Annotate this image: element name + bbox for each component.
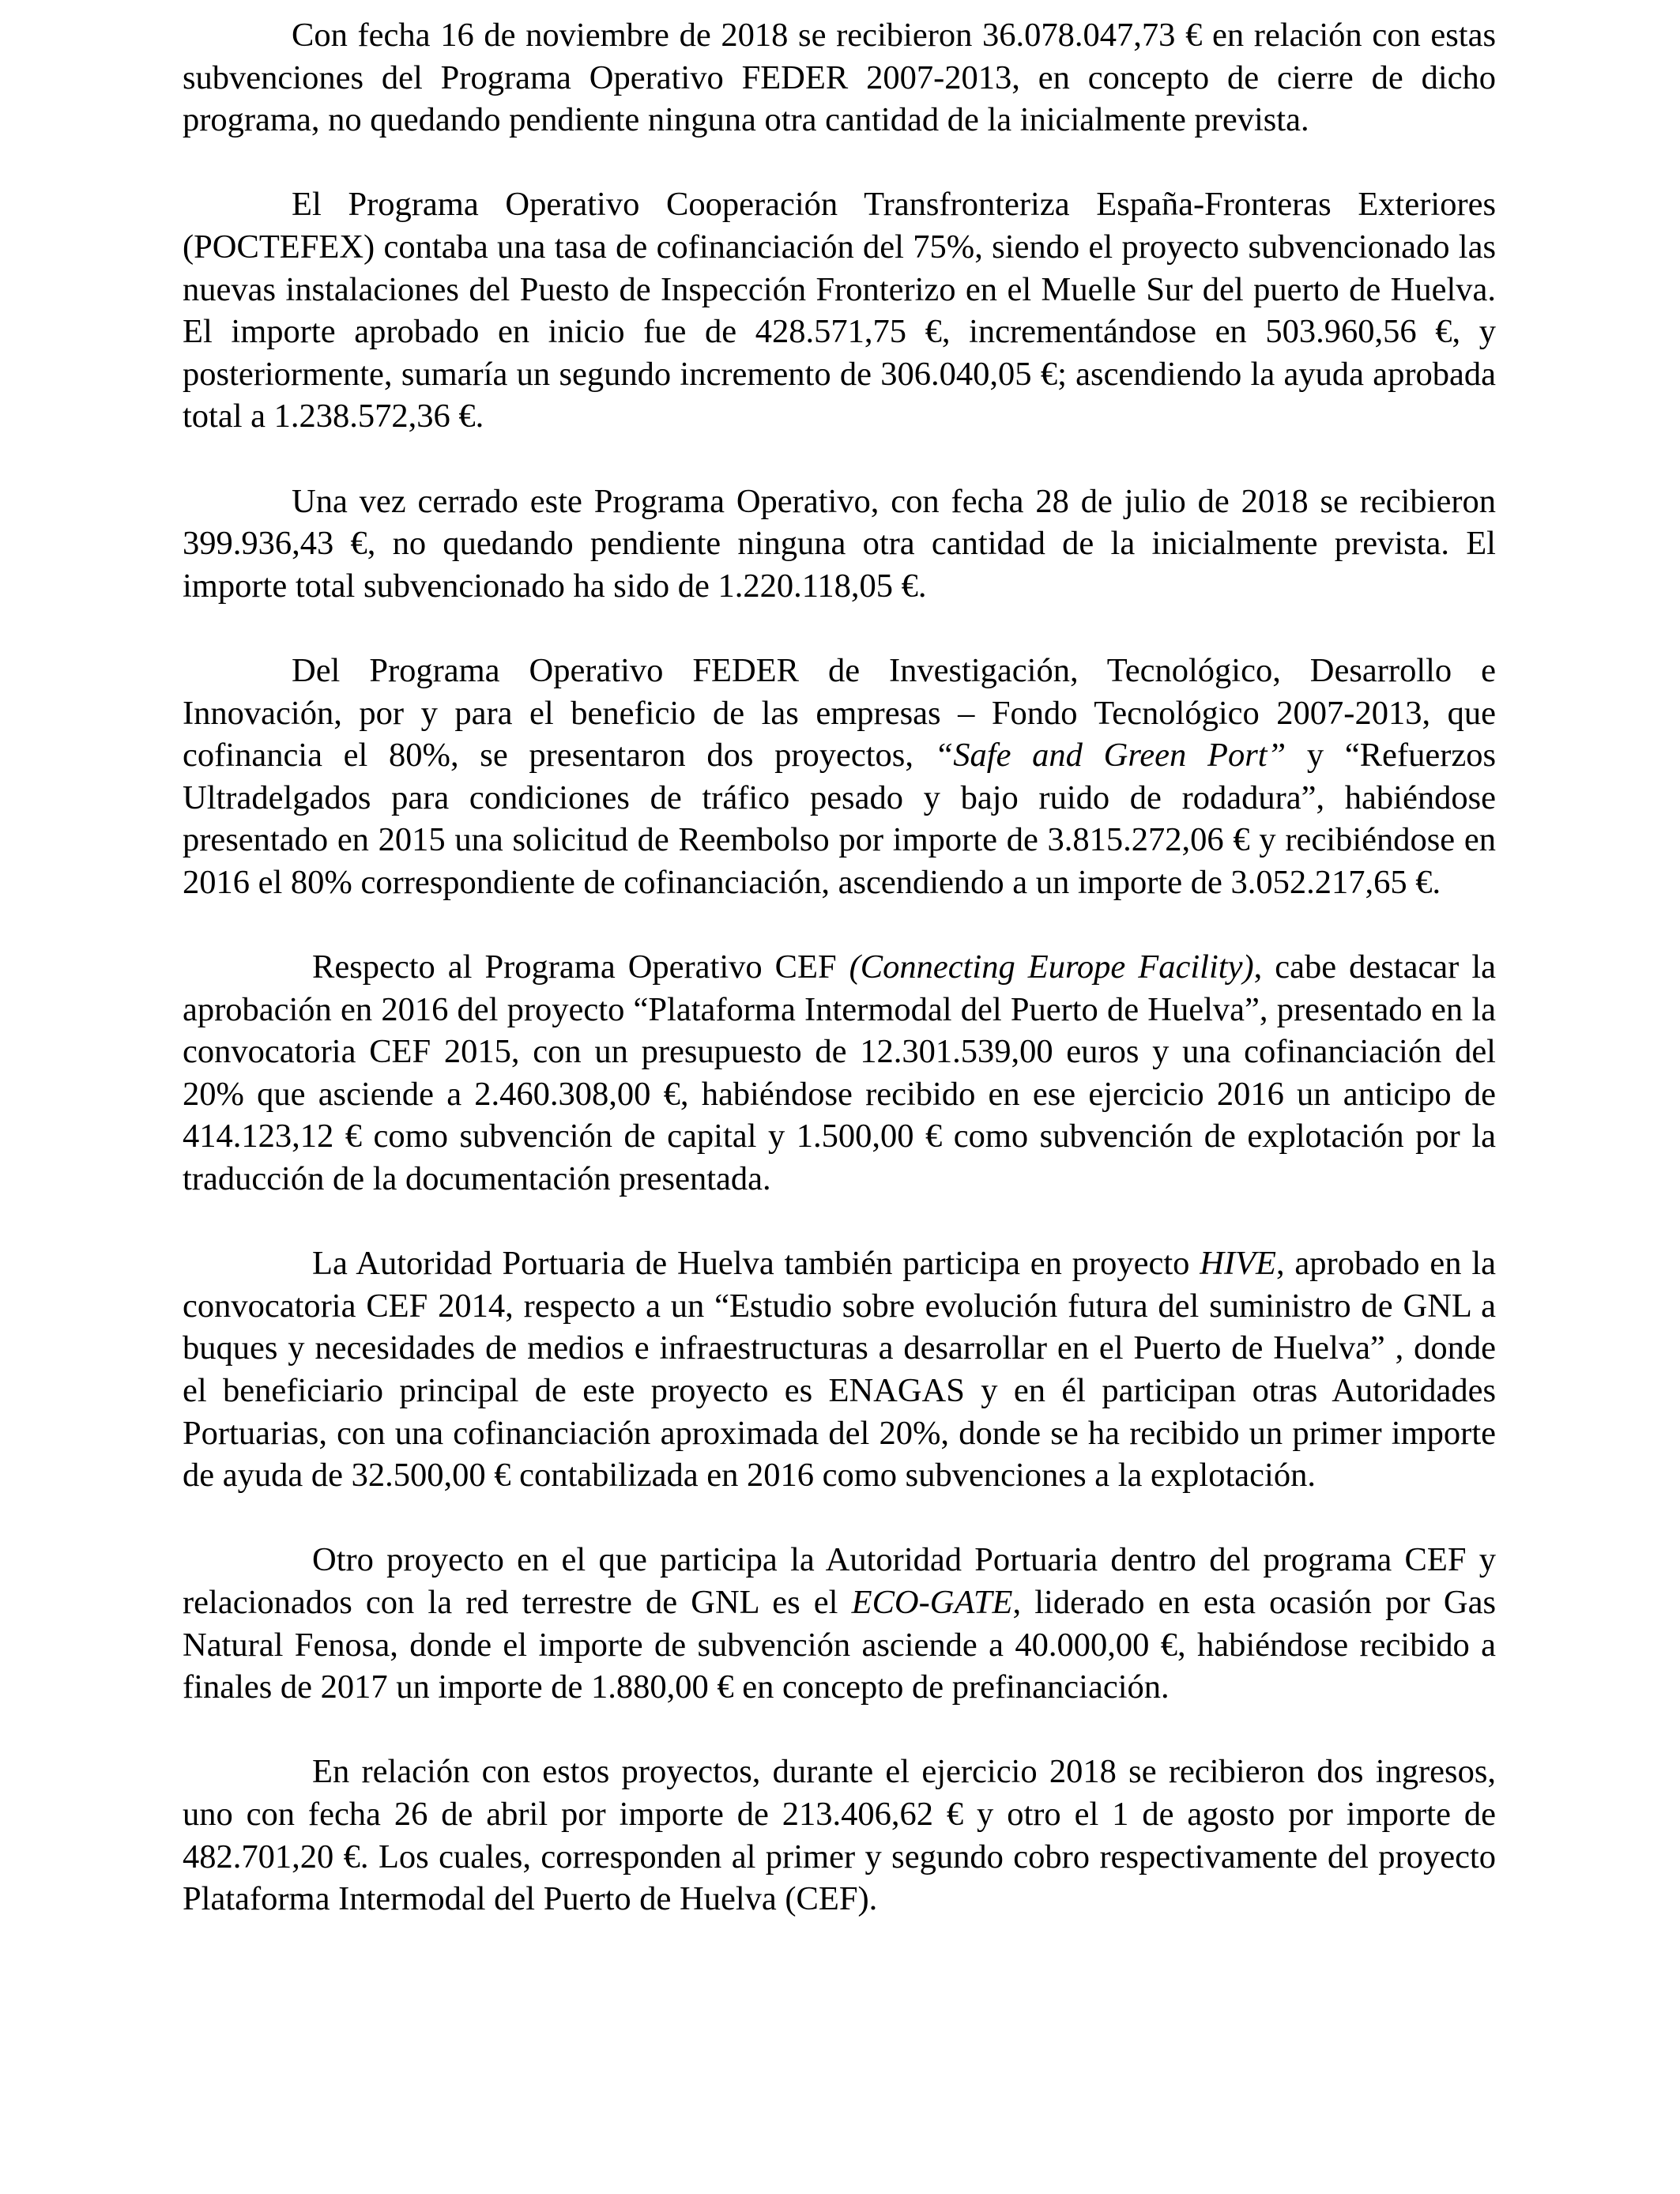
italic-text-span: “Safe and Green Port” [934, 737, 1286, 775]
document-body [183, 14, 1496, 1921]
text-span: Del Programa Operativo FEDER de Investigación, Tecnológico, Desarrollo e Innovación, por y para el beneficio de las empresas – Fondo Tecnológico 2007-2013, que cofinancia el 80%, se presentaron dos proyectos, [183, 651, 1496, 775]
text-span: , aprobado en la convocatoria CEF 2014, respecto a un “Estudio sobre evolución futura del suministro de GNL a buques y necesidades de medios e infraestructuras a desarrollar en el Puerto de Huelva” , donde el beneficiario principal de este proyecto es ENAGAS y en él participan otras Autoridades Portuarias, con una cofinanciación aproximada del 20%, donde se ha recibido un primer importe de ayuda de 32.500,00 € contabilizada en 2016 como subvenciones a la explotación. [183, 1245, 1496, 1495]
text-span: Una vez cerrado este Programa Operativo, con fecha 28 de julio de 2018 se recibieron 399.936,43 €, no quedando pendiente ninguna otra cantidad de la inicialmente prevista. El importe total subvencionado ha sido de 1.220.118,05 €. [183, 482, 1496, 605]
text-span: Con fecha 16 de noviembre de 2018 se recibieron 36.078.047,73 € en relación con estas subvenciones del Programa Operativo FEDER 2007-2013, en concepto de cierre de dicho programa, no quedando pendiente ninguna otra cantidad de la inicialmente prevista. [183, 17, 1496, 139]
paragraph [183, 1539, 1496, 1708]
paragraph [183, 946, 1496, 1201]
paragraph [183, 183, 1496, 438]
paragraph [183, 481, 1496, 608]
paragraph [183, 1242, 1496, 1497]
text-span: En relación con estos proyectos, durante el ejercicio 2018 se recibieron dos ingresos, uno con fecha 26 de abril por importe de 213.406,62 € y otro el 1 de agosto por importe de 482.701,20 €. Los cuales, corresponden al primer y segundo cobro respectivamente del proyecto Plataforma Intermodal del Puerto de Huelva (CEF). [183, 1753, 1496, 1918]
text-span: Otro proyecto en el que participa la Autoridad Portuaria dentro del programa CEF y relacionados con la red terrestre de GNL es el [183, 1541, 1496, 1621]
paragraph [183, 650, 1496, 904]
text-span: , liderado en esta ocasión por Gas Natural Fenosa, donde el importe de subvención asciende a 40.000,00 €, habiéndose recibido a finales de 2017 un importe de 1.880,00 € en concepto de prefinanciación. [183, 1583, 1496, 1706]
paragraph [183, 1751, 1496, 1920]
paragraph [183, 14, 1496, 141]
italic-text-span: HIVE [1200, 1245, 1276, 1283]
italic-text-span: ECO-GATE [851, 1583, 1013, 1621]
text-span: La Autoridad Portuaria de Huelva también participa en proyecto [312, 1245, 1200, 1283]
text-span: , cabe destacar la aprobación en 2016 del proyecto “Plataforma Intermodal del Puerto de Huelva”, presentado en la convocatoria CEF 2015, con un presupuesto de 12.301.539,00 euros y una cofinanciación del 20% que asciende a 2.460.308,00 €, habiéndose recibido en ese ejercicio 2016 un anticipo de 414.123,12 € como subvención de capital y 1.500,00 € como subvención de explotación por la traducción de la documentación presentada. [183, 948, 1497, 1198]
text-span: El Programa Operativo Cooperación Transfronteriza España-Fronteras Exteriores (POCTEFEX) contaba una tasa de cofinanciación del 75%, siendo el proyecto subvencionado las nuevas instalaciones del Puesto de Inspección Fronterizo en el Muelle Sur del puerto de Huelva. El importe aprobado en inicio fue de 428.571,75 €, incrementándose en 503.960,56 €, y posteriormente, sumaría un segundo incremento de 306.040,05 €; ascendiendo la ayuda aprobada total a 1.238.572,36 €. [183, 186, 1496, 435]
italic-text-span: (Connecting Europe Facility) [849, 948, 1254, 986]
text-span: y “Refuerzos Ultradelgados para condiciones de tráfico pesado y bajo ruido de rodadura”, habiéndose presentado en 2015 una solicitud de Reembolso por importe de 3.815.272,06 € y recibiéndose en 2016 el 80% correspondiente de cofinanciación, ascendiendo a un importe de 3.052.217,65 €. [183, 737, 1496, 901]
text-span: Respecto al Programa Operativo CEF [312, 948, 849, 986]
